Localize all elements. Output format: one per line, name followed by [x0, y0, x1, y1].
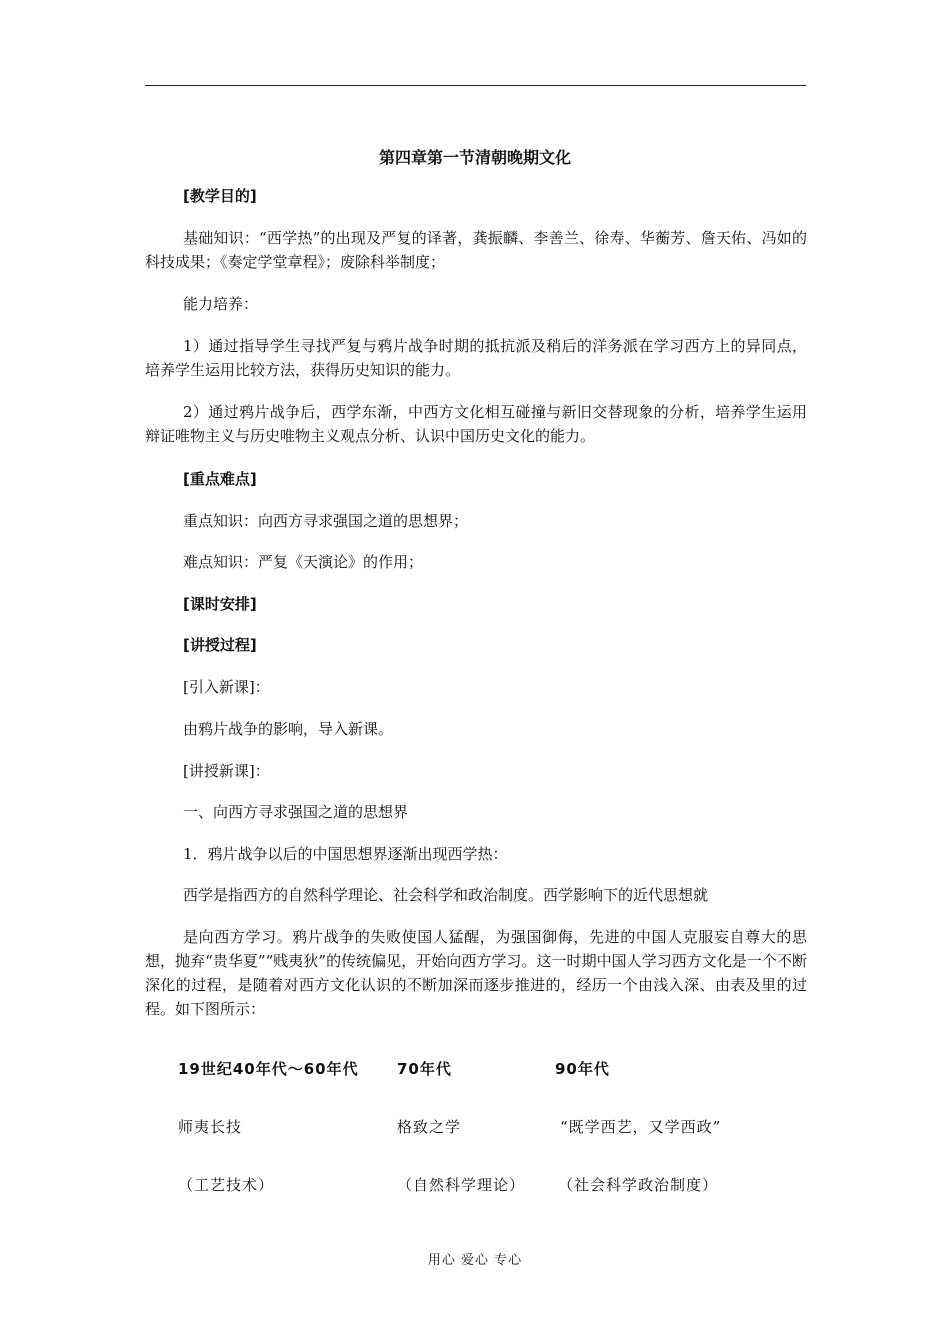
page-title: 第四章第一节清朝晚期文化 — [378, 148, 571, 167]
stage-3: “既学西艺，又学西政” — [560, 1118, 722, 1136]
goal-heading: [教学目的] — [183, 187, 257, 205]
note-1: （工艺技术） — [178, 1176, 275, 1194]
page-footer: 用心 爱心 专心 — [427, 1253, 523, 1268]
schedule-heading: [课时安排] — [183, 595, 257, 613]
part-one-heading: 一、向西方寻求强国之道的思想界 — [183, 803, 409, 821]
note-2: （自然科学理论） — [397, 1176, 526, 1194]
difficult-point: 难点知识：严复《天演论》的作用； — [183, 553, 424, 571]
note-3: （社会科学政治制度） — [558, 1176, 719, 1194]
intro-text: 由鸦片战争的影响，导入新课。 — [183, 720, 394, 738]
period-3: 90年代 — [555, 1060, 610, 1078]
ability-heading: 能力培养： — [183, 295, 259, 313]
key-point: 重点知识：向西方寻求强国之道的思想界； — [183, 512, 469, 530]
basic-knowledge-paragraph: 基础知识：“西学热”的出现及严复的译著，龚振麟、李善兰、徐寿、华蘅芳、詹天佑、冯如的科技成果；《奏定学堂章程》；废除科举制度； — [145, 229, 807, 271]
ability-item-1: 1）通过指导学生寻找严复与鸦片战争时期的抵抗派及稍后的洋务派在学习西方上的异同点，培养学生运用比较方法，获得历史知识的能力。 — [145, 337, 807, 379]
intro-heading: [引入新课]： — [183, 678, 270, 696]
stage-2: 格致之学 — [397, 1118, 462, 1136]
ability-item-2: 2）通过鸦片战争后，西学东渐，中西方文化相互碰撞与新旧交替现象的分析，培养学生运用辩证唯物主义与历史唯物主义观点分析、认识中国历史文化的能力。 — [145, 403, 807, 445]
item-one-heading: 1．鸦片战争以后的中国思想界逐渐出现西学热： — [183, 845, 508, 863]
stage-1: 师夷长技 — [178, 1118, 243, 1136]
teach-heading: [讲授新课]： — [183, 762, 270, 780]
key-heading: [重点难点] — [183, 470, 257, 488]
period-2: 70年代 — [397, 1060, 452, 1078]
western-paragraph: 是向西方学习。鸦片战争的失败使国人猛醒，为强国御侮，先进的中国人克服妄自尊大的思想，抛弃“贵华夏”“贱夷狄”的传统偏见，开始向西方学习。这一时期中国人学习西方文化是一个不断深化的过程，是随着对西方文化认识的不断加深而逐步推进的，经历一个由浅入深、由表及里的过程。如下图所示： — [145, 928, 807, 1018]
process-heading: [讲授过程] — [183, 636, 257, 654]
period-1: 19世纪40年代～60年代 — [178, 1060, 359, 1078]
header-rule — [145, 85, 806, 86]
western-definition: 西学是指西方的自然科学理论、社会科学和政治制度。西学影响下的近代思想就 — [183, 886, 709, 904]
